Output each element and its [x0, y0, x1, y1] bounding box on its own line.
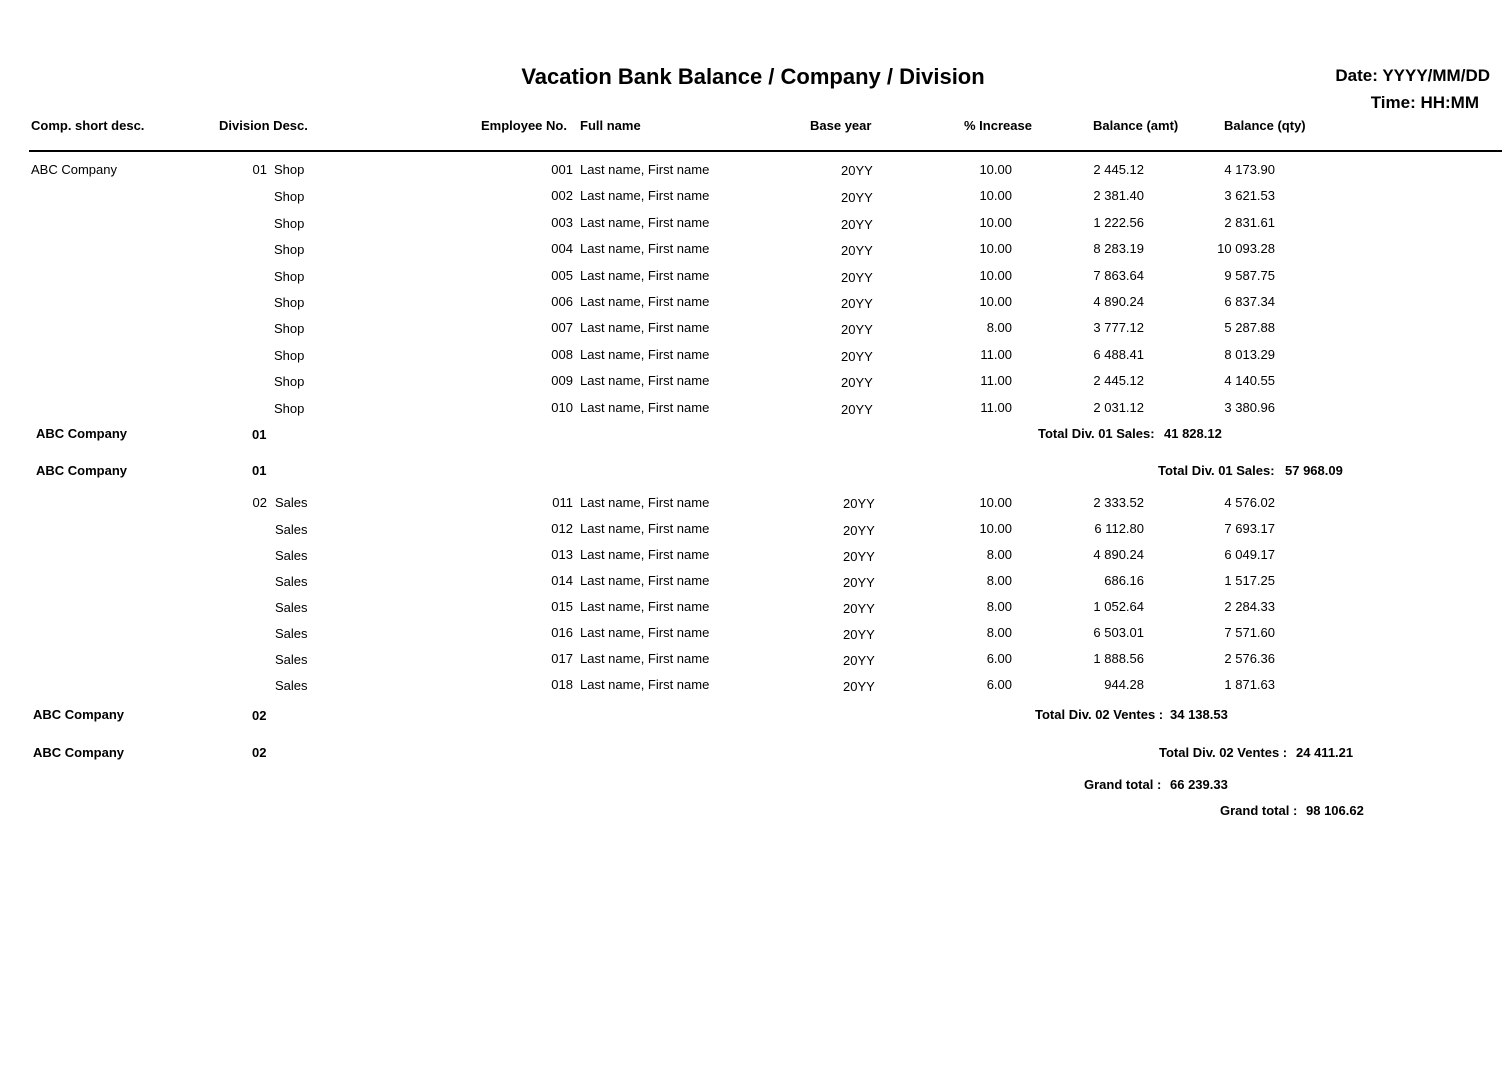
employee-no-cell: 004 [551, 241, 573, 256]
base-year-cell: 20YY [841, 243, 873, 258]
employee-no-cell: 002 [551, 188, 573, 203]
table-row [0, 188, 1502, 208]
base-year-cell: 20YY [843, 627, 875, 642]
base-year-cell: 20YY [841, 217, 873, 232]
base-year-cell: 20YY [843, 575, 875, 590]
increase-cell: 6.00 [986, 677, 1012, 692]
full-name-cell: Last name, First name [580, 651, 710, 666]
report-title: Vacation Bank Balance / Company / Division [521, 64, 985, 89]
balance-qty-cell: 7 693.17 [1224, 521, 1275, 536]
col-header-increase: % Increase [964, 118, 1032, 133]
balance-amt-cell: 2 445.12 [1093, 373, 1144, 388]
division-desc-cell: Sales [275, 574, 308, 589]
table-row [0, 625, 1502, 645]
table-row [0, 215, 1502, 235]
table-row [0, 547, 1502, 567]
full-name-cell: Last name, First name [580, 373, 710, 388]
table-row [0, 320, 1502, 340]
employee-no-cell: 008 [551, 347, 573, 362]
balance-amt-cell: 2 445.12 [1093, 162, 1144, 177]
balance-qty-cell: 2 576.36 [1224, 651, 1275, 666]
division-desc-cell: Shop [274, 401, 305, 416]
division-desc-cell: Shop [274, 269, 305, 284]
employee-no-cell: 012 [551, 521, 573, 536]
balance-amt-cell: 6 503.01 [1093, 625, 1144, 640]
full-name-cell: Last name, First name [580, 188, 710, 203]
increase-cell: 8.00 [986, 625, 1012, 640]
full-name-cell: Last name, First name [580, 241, 710, 256]
base-year-cell: 20YY [841, 270, 873, 285]
subtotal-amt-label: Total Div. 01 Sales: [1038, 426, 1155, 441]
balance-amt-cell: 4 890.24 [1093, 294, 1144, 309]
balance-qty-cell: 10 093.28 [1217, 241, 1275, 256]
table-row [0, 521, 1502, 541]
full-name-cell: Last name, First name [580, 547, 710, 562]
increase-cell: 10.00 [979, 495, 1012, 510]
table-row [0, 241, 1502, 261]
increase-cell: 11.00 [980, 400, 1012, 415]
base-year-cell: 20YY [841, 402, 873, 417]
base-year-cell: 20YY [843, 549, 875, 564]
full-name-cell: Last name, First name [580, 521, 710, 536]
base-year-cell: 20YY [843, 523, 875, 538]
increase-cell: 10.00 [979, 521, 1012, 536]
subtotal-company: ABC Company [33, 745, 125, 760]
company-cell: ABC Company [31, 162, 117, 177]
base-year-cell: 20YY [841, 375, 873, 390]
balance-qty-cell: 9 587.75 [1224, 268, 1275, 283]
employee-no-cell: 006 [551, 294, 573, 309]
full-name-cell: Last name, First name [580, 495, 710, 510]
col-header-company: Comp. short desc. [31, 118, 145, 133]
subtotal-row-amt [0, 707, 1502, 727]
employee-no-cell: 001 [551, 162, 573, 177]
balance-amt-cell: 1 888.56 [1093, 651, 1144, 666]
base-year-cell: 20YY [841, 349, 873, 364]
full-name-cell: Last name, First name [580, 599, 710, 614]
division-desc-cell: Sales [275, 652, 308, 667]
subtotal-amt-value: 34 138.53 [1170, 707, 1228, 722]
grand-total-qty-label: Grand total : [1220, 803, 1298, 818]
balance-amt-cell: 944.28 [1104, 677, 1144, 692]
balance-amt-cell: 2 031.12 [1093, 400, 1144, 415]
increase-cell: 8.00 [986, 599, 1012, 614]
grand-total-qty-value: 98 106.62 [1306, 803, 1364, 818]
base-year-cell: 20YY [843, 601, 875, 616]
division-desc-cell: Sales [275, 495, 308, 510]
balance-amt-cell: 1 052.64 [1093, 599, 1144, 614]
subtotal-row-amt [0, 426, 1502, 446]
balance-amt-cell: 3 777.12 [1093, 320, 1144, 335]
division-desc-cell: Sales [275, 548, 308, 563]
base-year-cell: 20YY [841, 322, 873, 337]
balance-amt-cell: 4 890.24 [1093, 547, 1144, 562]
division-desc-cell: Sales [275, 600, 308, 615]
division-code-cell: 01 [252, 162, 267, 177]
col-header-balance-qty: Balance (qty) [1224, 118, 1306, 133]
full-name-cell: Last name, First name [580, 400, 710, 415]
division-desc-cell: Shop [274, 348, 305, 363]
full-name-cell: Last name, First name [580, 268, 710, 283]
increase-cell: 10.00 [979, 241, 1012, 256]
employee-no-cell: 013 [551, 547, 573, 562]
table-row [0, 400, 1502, 420]
balance-qty-cell: 4 173.90 [1224, 162, 1275, 177]
employee-no-cell: 015 [551, 599, 573, 614]
division-desc-cell: Shop [274, 162, 305, 177]
balance-qty-cell: 6 837.34 [1224, 294, 1275, 309]
full-name-cell: Last name, First name [580, 573, 710, 588]
balance-amt-cell: 2 381.40 [1093, 188, 1144, 203]
division-desc-cell: Shop [274, 216, 305, 231]
col-header-base-year: Base year [810, 118, 872, 133]
base-year-cell: 20YY [843, 679, 875, 694]
subtotal-qty-value: 57 968.09 [1285, 463, 1343, 478]
table-row [0, 162, 1502, 182]
subtotal-qty-label: Total Div. 01 Sales: [1158, 463, 1275, 478]
division-desc-cell: Sales [275, 678, 308, 693]
increase-cell: 6.00 [986, 651, 1012, 666]
table-row [0, 373, 1502, 393]
subtotal-row-qty [0, 463, 1502, 483]
division-desc-cell: Sales [275, 626, 308, 641]
division-code-cell: 02 [252, 495, 267, 510]
employee-no-cell: 016 [551, 625, 573, 640]
subtotal-company: ABC Company [33, 707, 125, 722]
balance-amt-cell: 6 488.41 [1093, 347, 1144, 362]
table-row [0, 573, 1502, 593]
full-name-cell: Last name, First name [580, 294, 710, 309]
employee-no-cell: 017 [551, 651, 573, 666]
balance-amt-cell: 8 283.19 [1093, 241, 1144, 256]
balance-qty-cell: 1 517.25 [1224, 573, 1275, 588]
table-row [0, 599, 1502, 619]
table-row [0, 495, 1502, 515]
report-date: Date: YYYY/MM/DD [1335, 66, 1490, 85]
col-header-employee-no: Employee No. [481, 118, 567, 133]
subtotal-division: 01 [252, 463, 267, 478]
full-name-cell: Last name, First name [580, 162, 710, 177]
balance-amt-cell: 2 333.52 [1093, 495, 1144, 510]
table-row [0, 651, 1502, 671]
increase-cell: 10.00 [979, 188, 1012, 203]
increase-cell: 10.00 [979, 268, 1012, 283]
subtotal-amt-value: 41 828.12 [1164, 426, 1222, 441]
increase-cell: 8.00 [986, 320, 1012, 335]
full-name-cell: Last name, First name [580, 677, 710, 692]
division-desc-cell: Shop [274, 374, 305, 389]
division-desc-cell: Sales [275, 522, 308, 537]
increase-cell: 10.00 [979, 294, 1012, 309]
table-row [0, 347, 1502, 367]
subtotal-division: 02 [252, 745, 267, 760]
full-name-cell: Last name, First name [580, 320, 710, 335]
increase-cell: 10.00 [979, 162, 1012, 177]
employee-no-cell: 011 [552, 495, 573, 510]
employee-no-cell: 009 [551, 373, 573, 388]
header-divider [29, 150, 1502, 152]
balance-qty-cell: 3 380.96 [1224, 400, 1275, 415]
subtotal-amt-label: Total Div. 02 Ventes : [1035, 707, 1164, 722]
subtotal-company: ABC Company [36, 426, 128, 441]
balance-qty-cell: 7 571.60 [1224, 625, 1275, 640]
employee-no-cell: 010 [551, 400, 573, 415]
employee-no-cell: 018 [551, 677, 573, 692]
subtotal-division: 02 [252, 708, 267, 723]
balance-qty-cell: 2 831.61 [1224, 215, 1275, 230]
subtotal-row-qty [0, 745, 1502, 765]
balance-qty-cell: 3 621.53 [1224, 188, 1275, 203]
increase-cell: 8.00 [986, 573, 1012, 588]
balance-qty-cell: 6 049.17 [1224, 547, 1275, 562]
division-desc-cell: Shop [274, 189, 305, 204]
division-desc-cell: Shop [274, 242, 305, 257]
table-row [0, 294, 1502, 314]
col-header-division: Division Desc. [219, 118, 308, 133]
employee-no-cell: 005 [551, 268, 573, 283]
base-year-cell: 20YY [841, 190, 873, 205]
full-name-cell: Last name, First name [580, 625, 710, 640]
employee-no-cell: 007 [551, 320, 573, 335]
base-year-cell: 20YY [841, 296, 873, 311]
base-year-cell: 20YY [843, 653, 875, 668]
subtotal-qty-label: Total Div. 02 Ventes : [1159, 745, 1288, 760]
balance-qty-cell: 1 871.63 [1224, 677, 1275, 692]
grand-total-amt-value: 66 239.33 [1170, 777, 1228, 792]
balance-amt-cell: 7 863.64 [1093, 268, 1144, 283]
increase-cell: 11.00 [980, 347, 1012, 362]
division-desc-cell: Shop [274, 321, 305, 336]
balance-qty-cell: 5 287.88 [1224, 320, 1275, 335]
subtotal-qty-value: 24 411.21 [1296, 745, 1354, 760]
increase-cell: 10.00 [979, 215, 1012, 230]
grand-total-amt-label: Grand total : [1084, 777, 1162, 792]
col-header-full-name: Full name [580, 118, 641, 133]
full-name-cell: Last name, First name [580, 347, 710, 362]
division-desc-cell: Shop [274, 295, 305, 310]
subtotal-division: 01 [252, 427, 267, 442]
balance-amt-cell: 6 112.80 [1094, 521, 1144, 536]
employee-no-cell: 003 [551, 215, 573, 230]
balance-amt-cell: 686.16 [1104, 573, 1144, 588]
balance-qty-cell: 4 140.55 [1224, 373, 1275, 388]
increase-cell: 8.00 [986, 547, 1012, 562]
increase-cell: 11.00 [980, 373, 1012, 388]
balance-qty-cell: 2 284.33 [1224, 599, 1275, 614]
table-row [0, 677, 1502, 697]
employee-no-cell: 014 [551, 573, 573, 588]
report-time: Time: HH:MM [1370, 93, 1479, 112]
full-name-cell: Last name, First name [580, 215, 710, 230]
col-header-balance-amt: Balance (amt) [1093, 118, 1179, 133]
base-year-cell: 20YY [841, 163, 873, 178]
table-row [0, 268, 1502, 288]
subtotal-company: ABC Company [36, 463, 128, 478]
base-year-cell: 20YY [843, 496, 875, 511]
balance-qty-cell: 8 013.29 [1224, 347, 1275, 362]
balance-qty-cell: 4 576.02 [1224, 495, 1275, 510]
balance-amt-cell: 1 222.56 [1093, 215, 1144, 230]
